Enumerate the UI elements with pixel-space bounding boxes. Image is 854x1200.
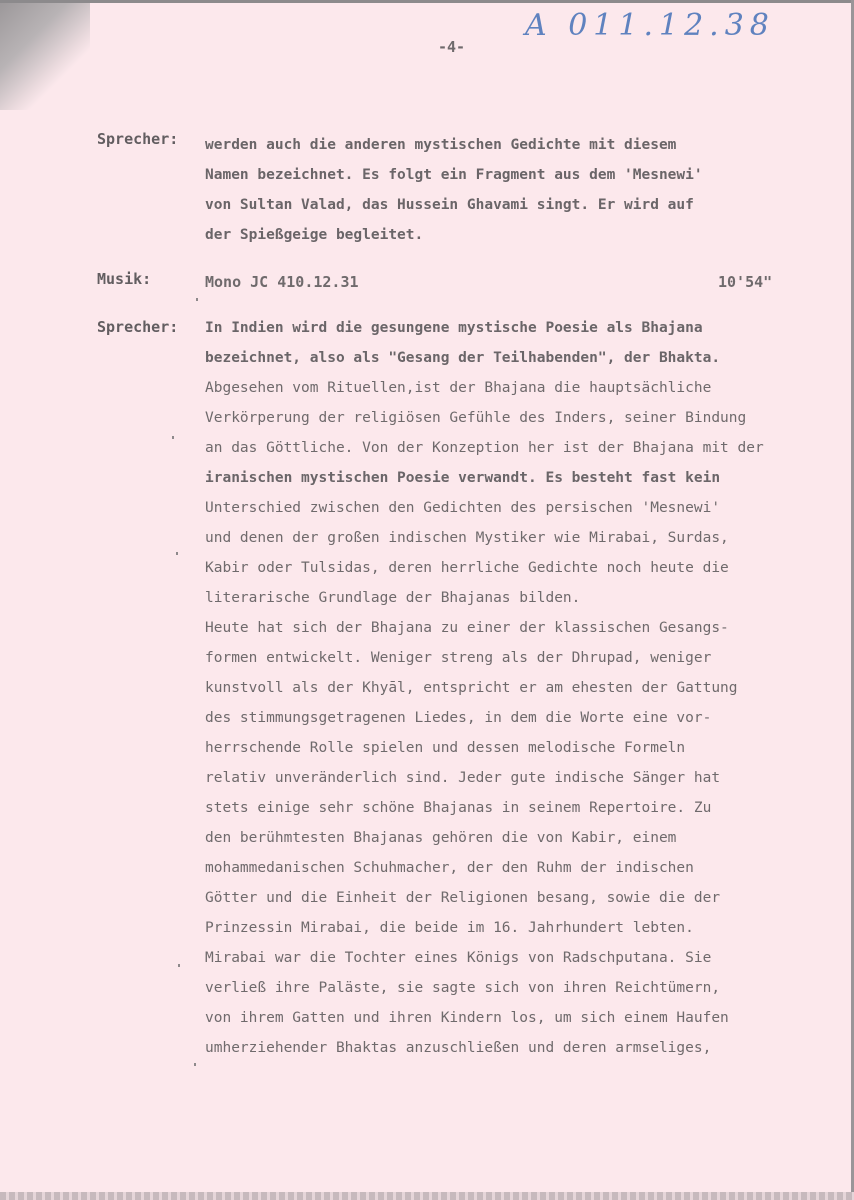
text-line: Prinzessin Mirabai, die beide im 16. Jahrhundert lebten. — [205, 920, 694, 936]
text-line: stets einige sehr schöne Bhajanas in seinem Repertoire. Zu — [205, 800, 712, 816]
text-line: von Sultan Valad, das Hussein Ghavami singt. Er wird auf — [205, 197, 694, 213]
text-line: Götter und die Einheit der Religionen besang, sowie die der — [205, 890, 721, 906]
text-line: mohammedanischen Schuhmacher, der den Ruhm der indischen — [205, 860, 694, 876]
page-number: -4- — [438, 38, 466, 56]
text-line: Abgesehen vom Rituellen,ist der Bhajana die hauptsächliche — [205, 380, 712, 396]
text-line: der Spießgeige begleitet. — [205, 227, 424, 243]
music-label: Musik: — [97, 270, 152, 288]
text-line: von ihrem Gatten und ihren Kindern los, um sich einem Haufen — [205, 1010, 729, 1026]
text-line: herrschende Rolle spielen und dessen melodische Formeln — [205, 740, 686, 756]
text-line: werden auch die anderen mystischen Gedichte mit diesem — [205, 137, 677, 153]
scan-corner-shadow — [0, 0, 90, 110]
text-line: Heute hat sich der Bhajana zu einer der klassischen Gesangs- — [205, 620, 729, 636]
text-line: literarische Grundlage der Bhajanas bilden. — [205, 590, 581, 606]
scan-speck — [196, 298, 198, 301]
speaker-label-2: Sprecher: — [97, 318, 179, 336]
music-reference: Mono JC 410.12.31 — [205, 273, 359, 291]
scan-speck — [176, 552, 178, 555]
page-bottom-edge — [0, 1192, 854, 1200]
text-line: an das Göttliche. Von der Konzeption her ist der Bhajana mit der — [205, 440, 764, 456]
text-line: des stimmungsgetragenen Liedes, in dem die Worte eine vor- — [205, 710, 712, 726]
text-line: verließ ihre Paläste, sie sagte sich von ihren Reichtümern, — [205, 980, 721, 996]
scan-speck — [172, 436, 174, 439]
text-line: bezeichnet, also als "Gesang der Teilhabenden", der Bhakta. — [205, 350, 721, 366]
speaker-text-2 — [205, 313, 805, 1063]
music-duration: 10'54" — [718, 273, 773, 291]
text-line: Kabir oder Tulsidas, deren herrliche Gedichte noch heute die — [205, 560, 729, 576]
speaker-text-1 — [205, 130, 805, 250]
text-line: umherziehender Bhaktas anzuschließen und deren armseliges, — [205, 1040, 712, 1056]
text-line: Namen bezeichnet. Es folgt ein Fragment aus dem 'Mesnewi' — [205, 167, 703, 183]
scan-speck — [178, 964, 180, 967]
text-line: und denen der großen indischen Mystiker wie Mirabai, Surdas, — [205, 530, 729, 546]
text-line: den berühmtesten Bhajanas gehören die von Kabir, einem — [205, 830, 677, 846]
text-line: Verkörperung der religiösen Gefühle des Inders, seiner Bindung — [205, 410, 747, 426]
scan-speck — [194, 1063, 196, 1066]
text-line: iranischen mystischen Poesie verwandt. Es besteht fast kein — [205, 470, 721, 486]
text-line: kunstvoll als der Khyāl, entspricht er am ehesten der Gattung — [205, 680, 738, 696]
text-line: In Indien wird die gesungene mystische Poesie als Bhajana — [205, 320, 703, 336]
handwritten-archive-number: A 011.12.38 — [525, 8, 775, 43]
text-line: formen entwickelt. Weniger streng als der Dhrupad, weniger — [205, 650, 712, 666]
text-line: relativ unveränderlich sind. Jeder gute indische Sänger hat — [205, 770, 721, 786]
speaker-label-1: Sprecher: — [97, 130, 179, 148]
page-top-edge — [0, 0, 854, 3]
text-line: Unterschied zwischen den Gedichten des persischen 'Mesnewi' — [205, 500, 721, 516]
text-line: Mirabai war die Tochter eines Königs von Radschputana. Sie — [205, 950, 712, 966]
